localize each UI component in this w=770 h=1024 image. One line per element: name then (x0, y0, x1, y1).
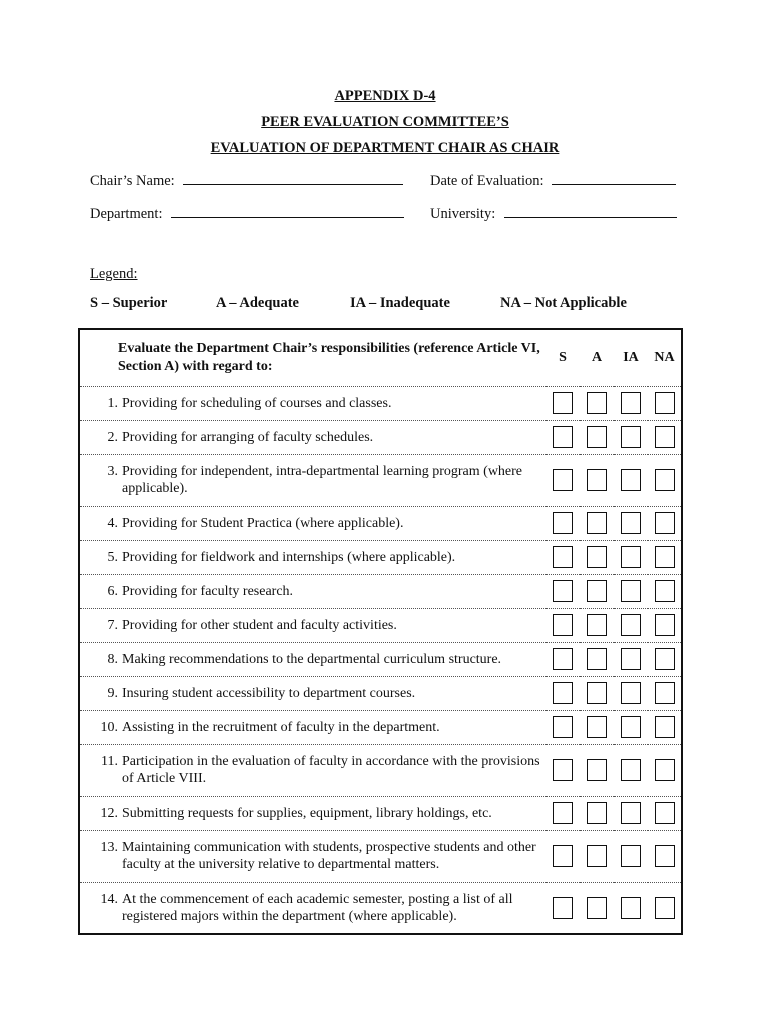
item-text: Providing for arranging of faculty schedules. (122, 429, 374, 445)
item-text: Assisting in the recruitment of faculty in the department. (122, 719, 440, 735)
date-row (430, 173, 676, 190)
rating-cell-a (580, 642, 614, 676)
rating-cell-a (580, 830, 614, 882)
checkbox-s[interactable] (553, 580, 573, 602)
item-number: 7. (107, 617, 118, 633)
checkbox-s[interactable] (553, 426, 573, 448)
table-header-text: Evaluate the Department Chair’s responsibilities (reference Article VI, Section A) with regard to: (118, 340, 540, 374)
checkbox-a[interactable] (587, 392, 607, 414)
item-text: Maintaining communication with students, prospective students and other faculty at the university relative to departmental matters. (122, 840, 536, 872)
rating-cell-na (648, 744, 682, 796)
checkbox-ia[interactable] (621, 546, 641, 568)
table-row (79, 744, 682, 796)
appendix-title: APPENDIX D-4 (334, 88, 436, 104)
rating-cell-ia (614, 830, 648, 882)
checkbox-a[interactable] (587, 802, 607, 824)
rating-cell-na (648, 642, 682, 676)
checkbox-a[interactable] (587, 648, 607, 670)
item-content (100, 617, 542, 634)
checkbox-a[interactable] (587, 426, 607, 448)
rating-cell-a (580, 574, 614, 608)
rating-cell-ia (614, 540, 648, 574)
table-row (79, 710, 682, 744)
checkbox-s[interactable] (553, 759, 573, 781)
item-number: 6. (107, 583, 118, 599)
date-label: Date of Evaluation: (430, 173, 544, 189)
rating-cell-na (648, 796, 682, 830)
checkbox-s[interactable] (553, 802, 573, 824)
rating-cell-a (580, 454, 614, 506)
date-field[interactable] (552, 183, 676, 185)
legend-inadequate: IA – Inadequate (350, 295, 450, 311)
checkbox-na[interactable] (655, 897, 675, 919)
rating-cell-a (580, 608, 614, 642)
rating-cell-s (546, 386, 580, 420)
table-row (79, 796, 682, 830)
rating-cell-s (546, 420, 580, 454)
item-text: Providing for scheduling of courses and classes. (122, 395, 392, 411)
rating-cell-ia (614, 642, 648, 676)
table-row (79, 882, 682, 934)
checkbox-ia[interactable] (621, 580, 641, 602)
legend-not-applicable: NA – Not Applicable (500, 295, 627, 311)
checkbox-s[interactable] (553, 845, 573, 867)
item-cell (79, 420, 546, 454)
col-header-a: A (591, 349, 603, 365)
item-cell (79, 574, 546, 608)
rating-cell-ia (614, 796, 648, 830)
checkbox-na[interactable] (655, 648, 675, 670)
rating-cell-na (648, 506, 682, 540)
rating-cell-na (648, 676, 682, 710)
item-number: 9. (107, 685, 118, 701)
rating-cell-ia (614, 506, 648, 540)
rating-cell-s (546, 796, 580, 830)
item-content (100, 651, 542, 668)
rating-cell-a (580, 882, 614, 934)
checkbox-ia[interactable] (621, 648, 641, 670)
checkbox-s[interactable] (553, 512, 573, 534)
checkbox-a[interactable] (587, 897, 607, 919)
rating-cell-a (580, 540, 614, 574)
table-row (79, 608, 682, 642)
item-content (100, 583, 542, 600)
item-content (100, 463, 542, 497)
checkbox-a[interactable] (587, 716, 607, 738)
rating-cell-ia (614, 454, 648, 506)
rating-cell-s (546, 608, 580, 642)
table-row (79, 420, 682, 454)
item-text: Providing for faculty research. (122, 583, 294, 599)
table-header-row (79, 329, 682, 386)
rating-cell-ia (614, 574, 648, 608)
item-number: 5. (107, 549, 118, 565)
rating-cell-a (580, 386, 614, 420)
item-number: 10. (100, 719, 118, 735)
item-cell (79, 540, 546, 574)
item-content (100, 395, 542, 412)
evaluation-table (78, 328, 683, 935)
rating-cell-ia (614, 608, 648, 642)
checkbox-na[interactable] (655, 469, 675, 491)
rating-cell-a (580, 796, 614, 830)
item-text: Providing for other student and faculty activities. (122, 617, 397, 633)
item-number: 13. (100, 840, 118, 855)
rating-cell-na (648, 386, 682, 420)
item-cell (79, 744, 546, 796)
item-text: Providing for Student Practica (where applicable). (122, 515, 404, 531)
form-title: EVALUATION OF DEPARTMENT CHAIR AS CHAIR (210, 140, 560, 156)
checkbox-ia[interactable] (621, 845, 641, 867)
checkbox-na[interactable] (655, 759, 675, 781)
item-cell (79, 676, 546, 710)
rating-cell-s (546, 642, 580, 676)
rating-cell-s (546, 540, 580, 574)
rating-cell-na (648, 710, 682, 744)
table-row (79, 676, 682, 710)
checkbox-s[interactable] (553, 716, 573, 738)
item-cell (79, 642, 546, 676)
item-cell (79, 830, 546, 882)
item-number: 11. (101, 754, 118, 769)
col-header-s: S (559, 349, 567, 365)
item-cell (79, 882, 546, 934)
checkbox-a[interactable] (587, 759, 607, 781)
university-field[interactable] (504, 216, 677, 218)
item-text: At the commencement of each academic semester, posting a list of all registered majors within the department (where applicable). (122, 891, 513, 924)
item-content (100, 685, 542, 702)
checkbox-a[interactable] (587, 469, 607, 491)
chair-name-label: Chair’s Name: (90, 173, 175, 189)
university-label: University: (430, 206, 496, 222)
item-cell (79, 386, 546, 420)
checkbox-s[interactable] (553, 614, 573, 636)
checkbox-ia[interactable] (621, 802, 641, 824)
item-number: 4. (107, 515, 118, 531)
item-content (100, 805, 542, 822)
checkbox-a[interactable] (587, 682, 607, 704)
department-row (90, 206, 404, 223)
checkbox-na[interactable] (655, 392, 675, 414)
item-text: Participation in the evaluation of faculty in accordance with the provisions of Article VIII. (122, 754, 540, 786)
col-header-ia: IA (623, 349, 639, 365)
rating-cell-s (546, 574, 580, 608)
item-content (100, 719, 542, 736)
checkbox-na[interactable] (655, 580, 675, 602)
item-content (100, 549, 542, 566)
university-row (430, 206, 677, 223)
checkbox-s[interactable] (553, 469, 573, 491)
checkbox-s[interactable] (553, 682, 573, 704)
item-text: Making recommendations to the departmental curriculum structure. (122, 651, 502, 667)
rating-cell-na (648, 454, 682, 506)
rating-cell-s (546, 710, 580, 744)
checkbox-ia[interactable] (621, 716, 641, 738)
checkbox-a[interactable] (587, 614, 607, 636)
chair-name-field[interactable] (183, 183, 403, 185)
item-number: 12. (100, 805, 118, 821)
legend-superior: S – Superior (90, 295, 168, 311)
rating-cell-s (546, 830, 580, 882)
item-cell (79, 710, 546, 744)
checkbox-ia[interactable] (621, 469, 641, 491)
rating-cell-ia (614, 386, 648, 420)
chair-name-row (90, 173, 403, 190)
table-row (79, 454, 682, 506)
item-cell (79, 506, 546, 540)
rating-cell-s (546, 506, 580, 540)
item-content (100, 429, 542, 446)
item-cell (79, 796, 546, 830)
rating-cell-ia (614, 420, 648, 454)
checkbox-na[interactable] (655, 546, 675, 568)
checkbox-na[interactable] (655, 512, 675, 534)
checkbox-na[interactable] (655, 682, 675, 704)
checkbox-na[interactable] (655, 716, 675, 738)
legend-label: Legend: (90, 266, 138, 282)
checkbox-a[interactable] (587, 546, 607, 568)
department-field[interactable] (171, 216, 404, 218)
item-number: 14. (100, 891, 118, 907)
rating-cell-na (648, 540, 682, 574)
checkbox-ia[interactable] (621, 759, 641, 781)
checkbox-na[interactable] (655, 614, 675, 636)
rating-cell-ia (614, 882, 648, 934)
department-label: Department: (90, 206, 163, 222)
rating-cell-s (546, 882, 580, 934)
col-header-na: NA (654, 349, 675, 365)
legend-adequate: A – Adequate (216, 295, 299, 311)
checkbox-a[interactable] (587, 845, 607, 867)
table-row (79, 830, 682, 882)
checkbox-s[interactable] (553, 392, 573, 414)
item-content (100, 839, 542, 873)
checkbox-ia[interactable] (621, 614, 641, 636)
rating-cell-a (580, 744, 614, 796)
checkbox-ia[interactable] (621, 682, 641, 704)
item-number: 8. (107, 651, 118, 667)
checkbox-a[interactable] (587, 512, 607, 534)
rating-cell-ia (614, 710, 648, 744)
item-content (100, 753, 542, 787)
committee-title: PEER EVALUATION COMMITTEE’S (261, 114, 509, 130)
rating-cell-a (580, 710, 614, 744)
rating-cell-a (580, 676, 614, 710)
checkbox-ia[interactable] (621, 392, 641, 414)
checkbox-na[interactable] (655, 802, 675, 824)
checkbox-ia[interactable] (621, 512, 641, 534)
rating-cell-na (648, 830, 682, 882)
rating-cell-s (546, 676, 580, 710)
item-text: Providing for independent, intra-departmental learning program (where applicable). (122, 464, 523, 496)
item-number: 1. (107, 395, 118, 411)
rating-cell-s (546, 454, 580, 506)
table-row (79, 574, 682, 608)
table-row (79, 506, 682, 540)
rating-cell-a (580, 420, 614, 454)
checkbox-na[interactable] (655, 845, 675, 867)
checkbox-ia[interactable] (621, 426, 641, 448)
table-row (79, 642, 682, 676)
checkbox-s[interactable] (553, 648, 573, 670)
rating-cell-ia (614, 676, 648, 710)
rating-cell-a (580, 506, 614, 540)
item-number: 2. (107, 429, 118, 445)
item-text: Submitting requests for supplies, equipment, library holdings, etc. (122, 805, 492, 821)
item-cell (79, 608, 546, 642)
rating-cell-na (648, 882, 682, 934)
checkbox-na[interactable] (655, 426, 675, 448)
table-row (79, 386, 682, 420)
rating-cell-na (648, 420, 682, 454)
item-content (100, 891, 542, 925)
checkbox-ia[interactable] (621, 897, 641, 919)
item-cell (79, 454, 546, 506)
item-text: Insuring student accessibility to department courses. (122, 685, 416, 701)
item-content (100, 515, 542, 532)
table-row (79, 540, 682, 574)
rating-cell-na (648, 608, 682, 642)
rating-cell-na (648, 574, 682, 608)
checkbox-a[interactable] (587, 580, 607, 602)
item-number: 3. (107, 464, 118, 479)
checkbox-s[interactable] (553, 897, 573, 919)
item-text: Providing for fieldwork and internships (where applicable). (122, 549, 456, 565)
rating-cell-s (546, 744, 580, 796)
rating-cell-ia (614, 744, 648, 796)
checkbox-s[interactable] (553, 546, 573, 568)
